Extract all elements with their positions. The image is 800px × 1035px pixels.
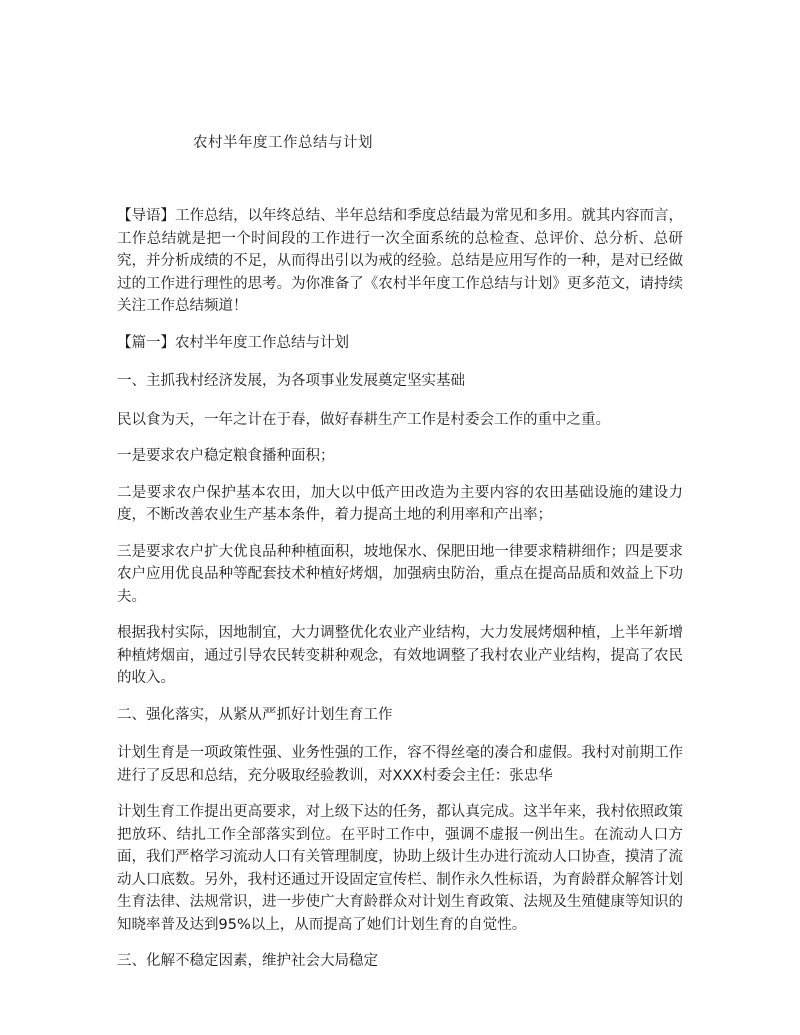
- body-paragraph: 计划生育工作提出更高要求，对上级下达的任务，都认真完成。这半年来，我村依照政策把放环、结扎工作全部落实到位。在平时工作中，强调不虚报一例出生。在流动人口方面，我们严格学习流动人口有关管理制度，协助上级计生办进行流动人口协查，摸清了流动人口底数。另外，我村还通过开设固定宣传栏、制作永久性标语，为育龄群众解答计划生育法律、法规常识，进一步使广大育龄群众对计划生育政策、法规及生殖健康等知识的知晓率普及达到95%以上，从而提高了她们计划生育的自觉性。: [117, 804, 683, 933]
- section-heading-1: 一、主抓我村经济发展，为各项事业发展奠定坚实基础: [117, 373, 465, 389]
- part-heading: 【篇一】农村半年度工作总结与计划: [117, 334, 349, 351]
- document-title: 农村半年度工作总结与计划: [193, 135, 373, 151]
- body-paragraph: 一是要求农户稳定粮食播种面积；: [117, 448, 335, 464]
- document-body: [117, 205, 683, 989]
- body-paragraph: 民以食为天，一年之计在于春，做好春耕生产工作是村委会工作的重中之重。: [117, 411, 610, 428]
- body-paragraph: 三是要求农户扩大优良品种种植面积，坡地保水、保肥田地一律要求精耕细作；四是要求农户应用优良品种等配套技术种植好烤烟，加强病虫防治，重点在提高品质和效益上下功夫。: [117, 543, 683, 605]
- body-paragraph: 二是要求农户保护基本农田，加大以中低产田改造为主要内容的农田基础设施的建设力度，不断改善农业生产基本条件，着力提高土地的利用率和产出率；: [117, 484, 683, 523]
- body-paragraph: 计划生育是一项政策性强、业务性强的工作，容不得丝毫的凑合和虚假。我村对前期工作进行了反思和总结，充分吸取经验教训，对XXX村委会主任：张忠华: [117, 745, 683, 784]
- section-heading-2: 二、强化落实，从紧从严抓好计划生育工作: [117, 706, 393, 723]
- intro-paragraph: 【导语】工作总结，以年终总结、半年总结和季度总结最为常见和多用。就其内容而言，工作总结就是把一个时间段的工作进行一次全面系统的总检查、总评价、总分析、总研究，并分析成绩的不足，从而得出引以为戒的经验。总结是应用写作的一种，是对已经做过的工作进行理性的思考。为你准备了《农村半年度工作总结与计划》更多范文，请持续关注工作总结频道！: [117, 208, 683, 314]
- section-heading-3: 三、化解不稳定因素，维护社会大局稳定: [117, 953, 378, 969]
- body-paragraph: 根据我村实际，因地制宜，大力调整优化农业产业结构，大力发展烤烟种植，上半年新增种植烤烟亩，通过引导农民转变耕种观念，有效地调整了我村农业产业结构，提高了农民的收入。: [117, 625, 683, 686]
